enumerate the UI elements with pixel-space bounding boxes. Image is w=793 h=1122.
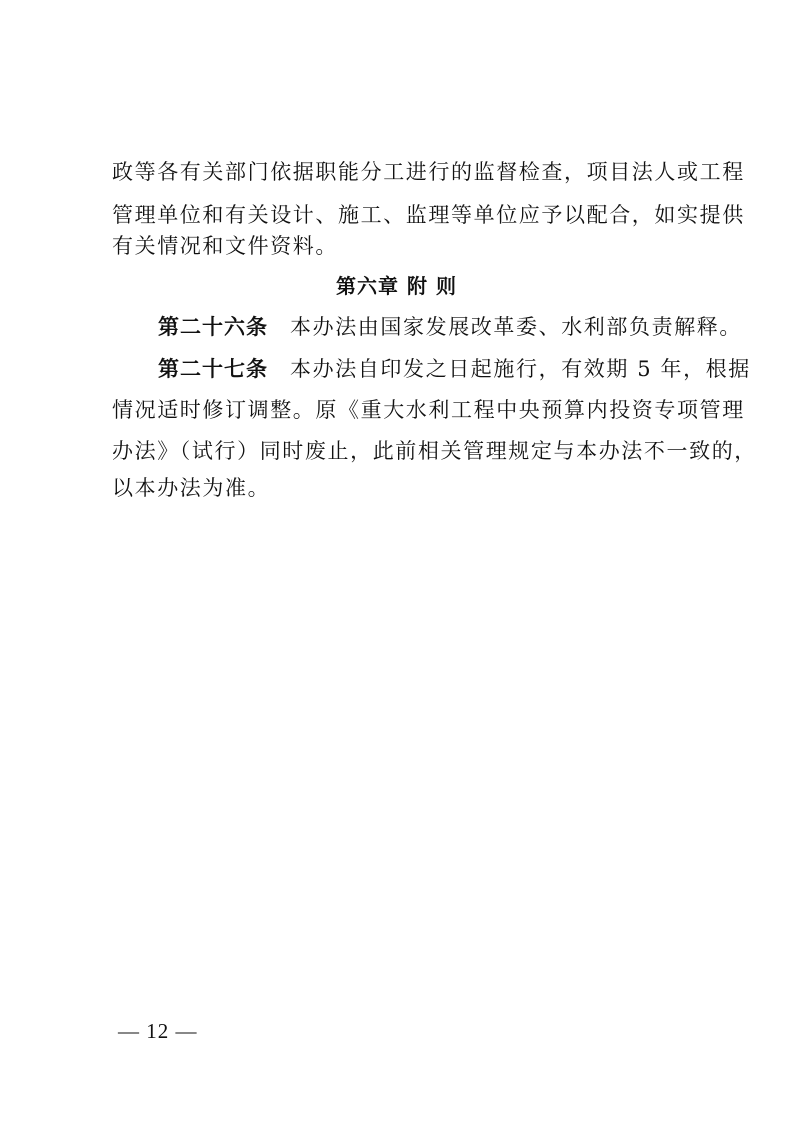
page-number: — 12 — — [118, 1019, 198, 1043]
chapter-heading: 第六章 附 则 — [336, 274, 457, 298]
article-27-line-3: 办法》（试行）同时废止，此前相关管理规定与本办法不一致的， — [112, 439, 757, 463]
article-26-text: 本办法由国家发展改革委、水利部负责解释。 — [290, 315, 742, 339]
article-27-label: 第二十七条 — [158, 357, 268, 381]
intro-line-1: 政等各有关部门依据职能分工进行的监督检查，项目法人或工程 — [112, 160, 745, 184]
article-27-first-line — [112, 355, 751, 383]
article-26-label: 第二十六条 — [158, 315, 268, 339]
article-27-line-2: 情况适时修订调整。原《重大水利工程中央预算内投资专项管理 — [112, 398, 745, 422]
article-26 — [112, 313, 742, 341]
article-27-text: 本办法自印发之日起施行，有效期 5 年，根据 — [290, 357, 751, 381]
article-27-line-4: 以本办法为准。 — [112, 476, 271, 500]
intro-line-2: 管理单位和有关设计、施工、监理等单位应予以配合，如实提供 — [112, 203, 745, 227]
intro-line-3: 有关情况和文件资料。 — [112, 234, 338, 258]
